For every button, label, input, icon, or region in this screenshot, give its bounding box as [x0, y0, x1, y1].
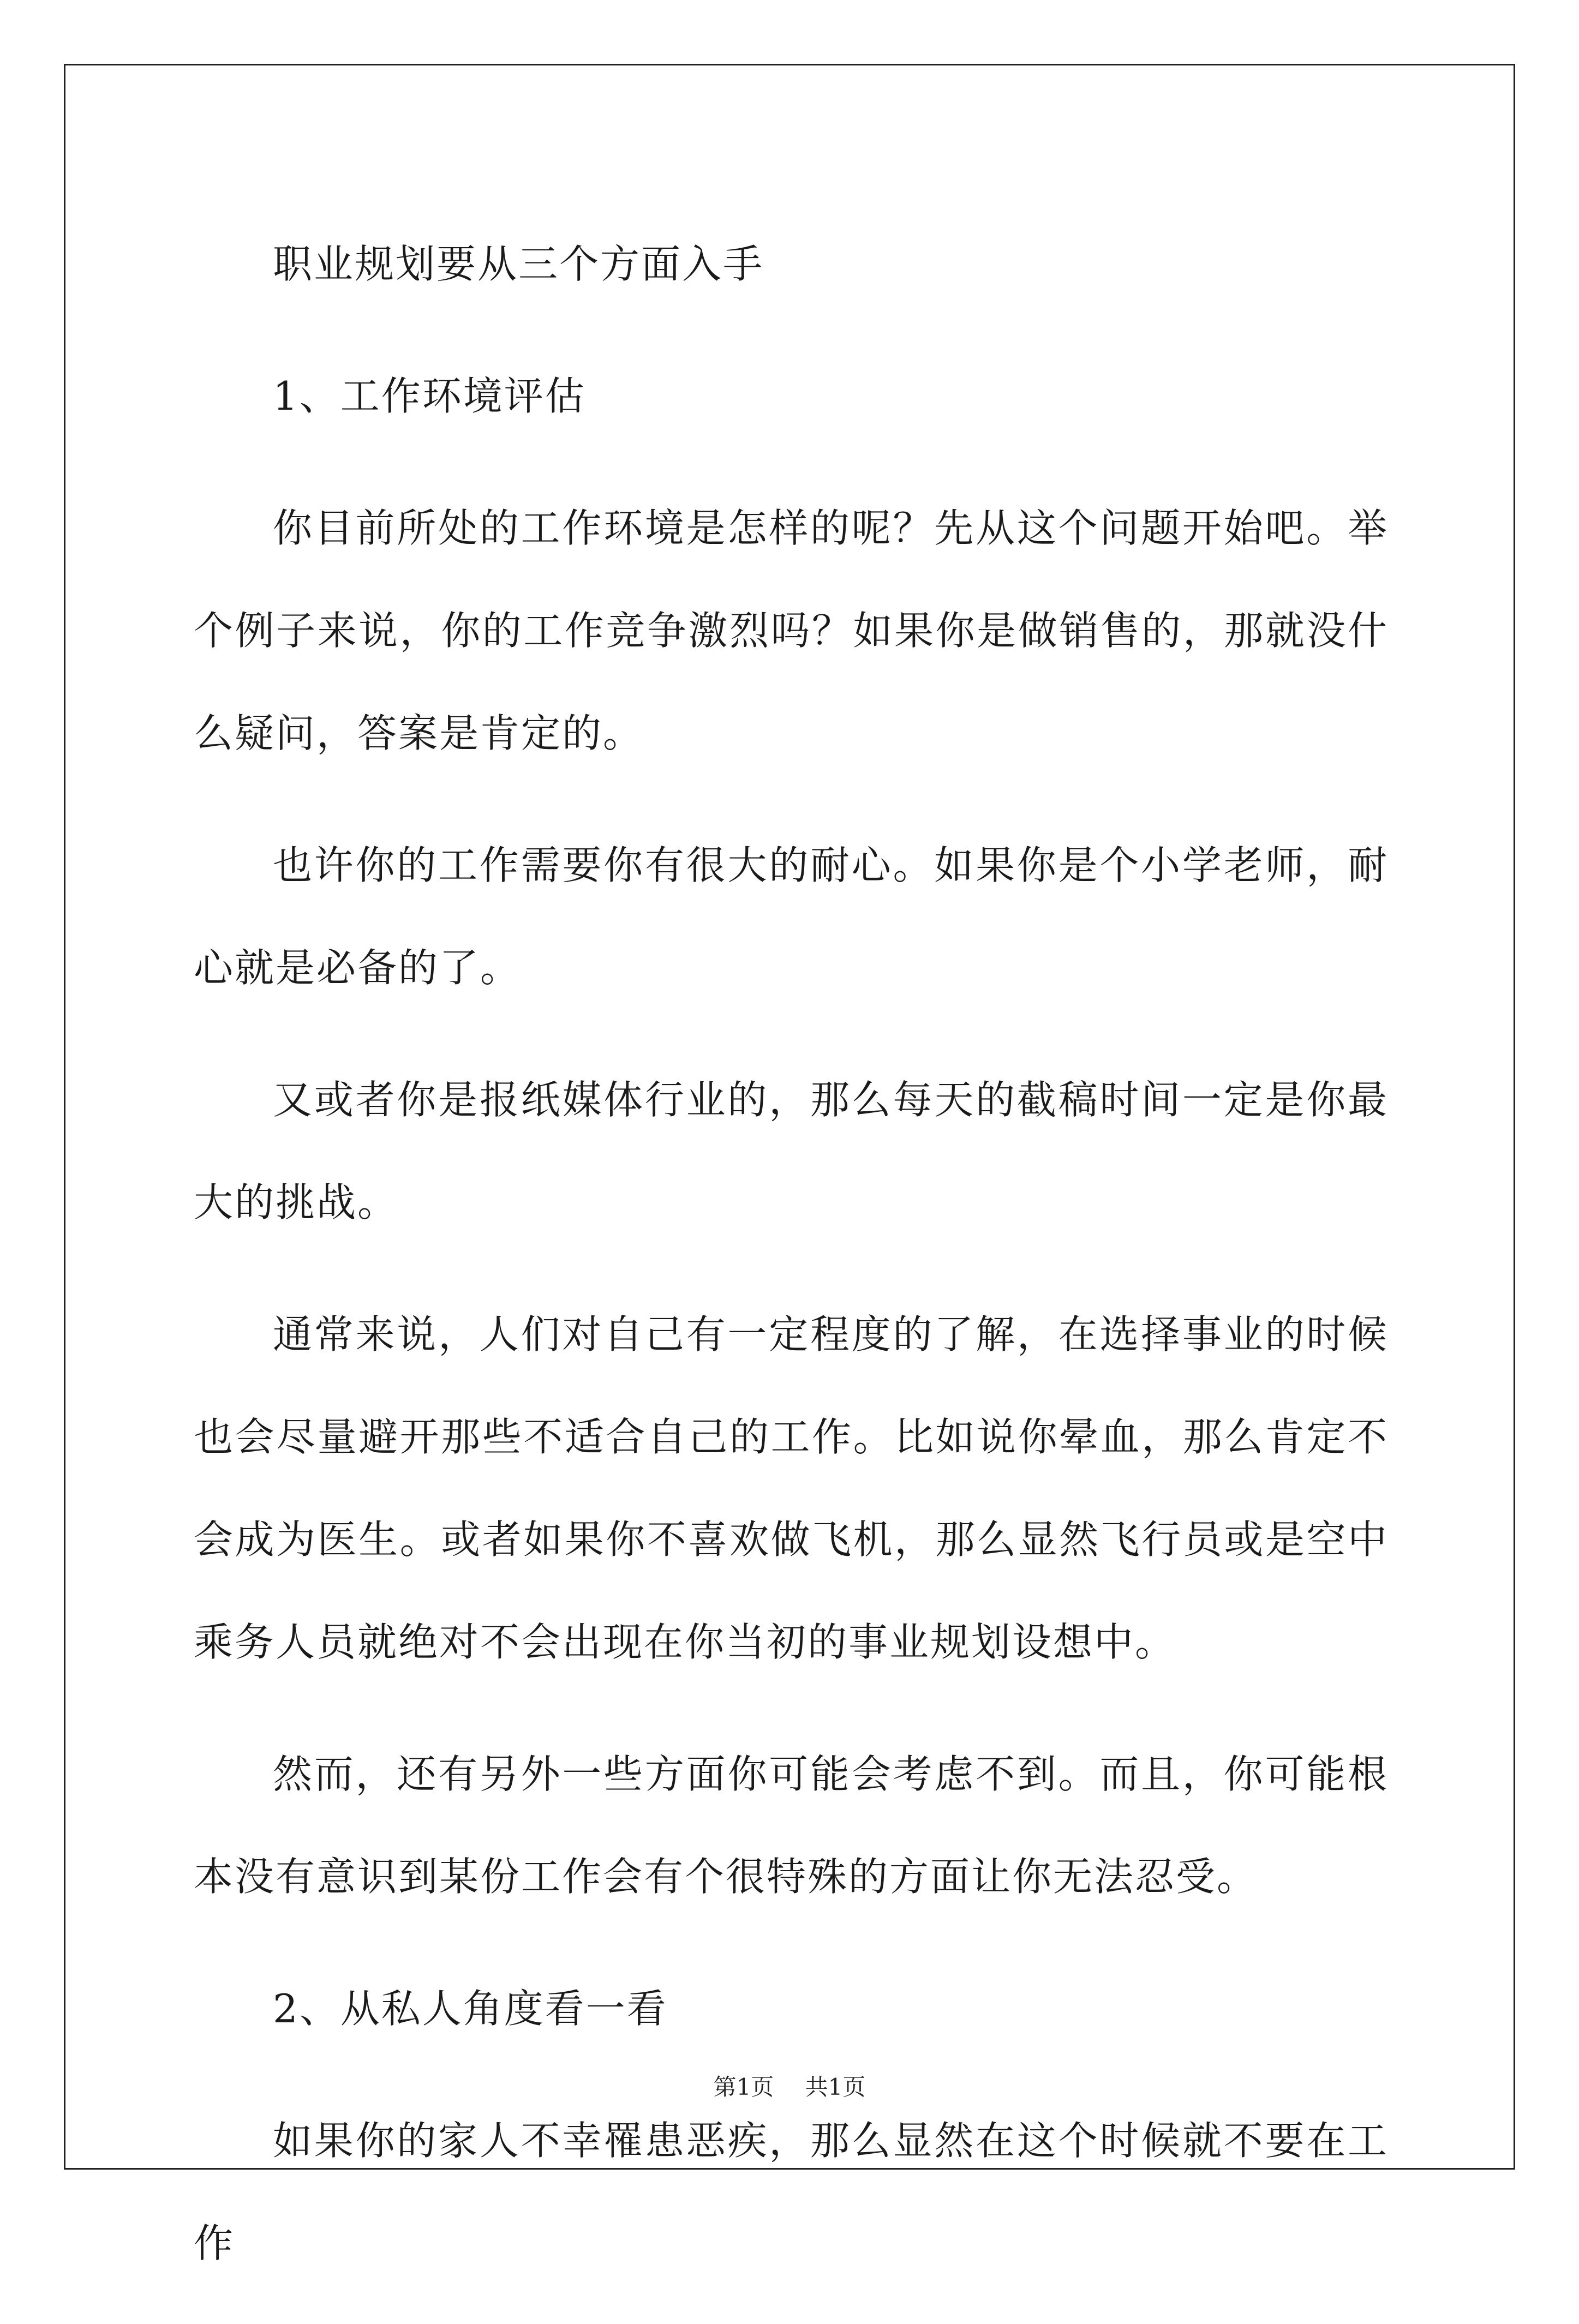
page-number-total: 共1页 — [805, 2074, 866, 2100]
page-number-current: 第1页 — [713, 2074, 774, 2100]
paragraph: 如果你的家人不幸罹患恶疾，那么显然在这个时候就不要在工作 — [194, 2118, 1389, 2266]
page-footer — [0, 2071, 1579, 2104]
document-body — [194, 213, 1389, 2324]
paragraph: 又或者你是报纸媒体行业的，那么每天的截稿时间一定是你最大的挑战。 — [194, 1077, 1389, 1225]
paragraph: 你目前所处的工作环境是怎样的呢？先从这个问题开始吧。举个例子来说，你的工作竞争激烈吗？如果你是做销售的，那就没什么疑问，答案是肯定的。 — [194, 505, 1389, 756]
doc-title: 职业规划要从三个方面入手 — [273, 241, 764, 287]
paragraph: 通常来说，人们对自己有一定程度的了解，在选择事业的时候也会尽量避开那些不适合自己的工作。比如说你晕血，那么肯定不会成为医生。或者如果你不喜欢做飞机，那么显然飞行员或是空中乘务人员就绝对不会出现在你当初的事业规划设想中。 — [194, 1311, 1389, 1665]
paragraph: 也许你的工作需要你有很大的耐心。如果你是个小学老师，耐心就是必备的了。 — [194, 842, 1389, 991]
section-heading-1: 1、工作环境评估 — [273, 373, 586, 419]
section-heading-2: 2、从私人角度看一看 — [273, 1986, 668, 2032]
paragraph: 然而，还有另外一些方面你可能会考虑不到。而且，你可能根本没有意识到某份工作会有个很特殊的方面让你无法忍受。 — [194, 1751, 1389, 1900]
